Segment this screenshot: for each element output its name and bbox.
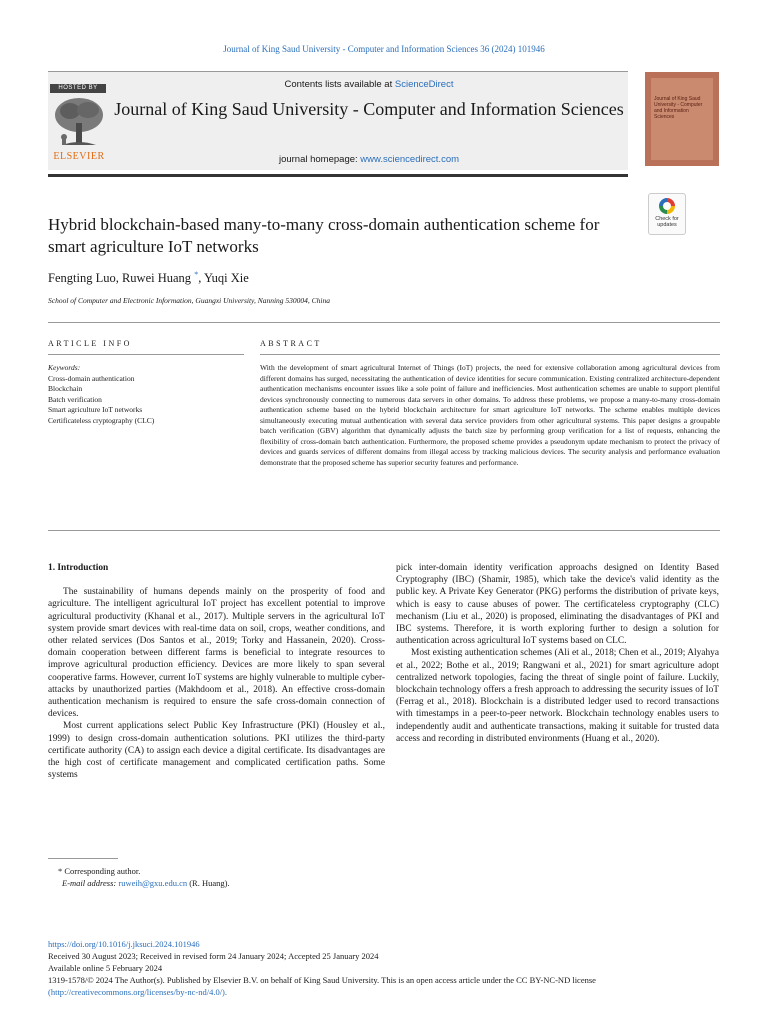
body-paragraph: The sustainability of humans depends mainly on the prosperity of food and agriculture. The intelligent agricultural IoT project has excellent potential to improve agricultural productivity (Khanal et al., 2017). Multiple servers in the agricultural IoT system provide smart devices with real-time data on soil, crops, weather conditions, and other related services (Dos Santos et al., 2019; Torky and Hassanein, 2020). Cross-domain cooperation between different farms is beneficial to integrate resources to improve agricultural production efficiency. Devices are more likely to span several cooperative farms. However, current IoT systems are highly vulnerable to multiple cyber-attacks by unauthorized parties (Makhdoom et al., 2018). An effective cross-domain authentication mechanism is required to ensure the safe cross-domain connection of devices.: [48, 587, 385, 720]
corresponding-author-note: * Corresponding author.: [58, 866, 141, 876]
article-info-rule: [48, 354, 244, 355]
author-list: Fengting Luo, Ruwei Huang *, Yuqi Xie: [48, 270, 249, 286]
contents-prefix: Contents lists available at: [284, 79, 395, 90]
keyword-item: Certificateless cryptography (CLC): [48, 415, 155, 425]
email-name: (R. Huang).: [189, 878, 230, 888]
journal-title: Journal of King Saud University - Computer and Information Sciences: [114, 99, 624, 119]
keyword-item: Blockchain: [48, 384, 83, 393]
body-paragraph: Most existing authentication schemes (Ali et al., 2018; Chen et al., 2019; Alyahya et al., 2022; Bothe et al., 2019; Rangwani et al., 2021) for smart agriculture adopt centralized network topologies, facing the threat of single point of failure. Luckily, blockchain technology offers a fresh approach to addressing the security issues of IoT (Ferrag et al., 2018). Blockchain is a distributed ledger used to record transactions with timestamps in a peer-to-peer network. Blockchain technology enables users to independently audit and authenticate transactions, making it suitable for trusted data access and recording in distributed environments (Huang et al., 2020).: [396, 648, 719, 744]
body-paragraph: Most current applications select Public Key Infrastructure (PKI) (Housley et al., 1999) to design cross-domain authentication solutions. PKI utilizes the third-party certificate authority (CA) to assign each device a digital certificate. Its disadvantages are the high cost of certificate management and complicated certification paths. Some systems: [48, 721, 385, 781]
email-link[interactable]: ruweih@gxu.edu.cn: [118, 878, 188, 888]
homepage-link[interactable]: www.sciencedirect.com: [360, 154, 460, 165]
journal-cover-image: [645, 72, 719, 166]
license-link[interactable]: (http://creativecommons.org/licenses/by-nc-nd/4.0/).: [48, 987, 228, 997]
abstract-heading: ABSTRACT: [260, 339, 322, 348]
corresponding-author-mark[interactable]: *: [194, 270, 199, 279]
elsevier-tree-icon: [52, 95, 106, 149]
contents-line: [110, 79, 628, 90]
homepage-prefix: journal homepage:: [278, 154, 361, 165]
keywords-label: Keywords:: [48, 363, 81, 372]
hosted-by-label: HOSTED BY: [50, 84, 106, 93]
body-paragraph: pick inter-domain identity verification approachs designed on Identity Based Cryptography (IBC) (Shamir, 1985), which take the device's valid identity as the public key. A Private Key Generator (PKG) performs the distribution of private keys, which is easy to cause abuses of power. The certificateless cryptography (CLC) mechanism (Liu et al., 2020) is proposed, eliminating the disadvantages of PKI and IBC systems. Therefore, it is worth exploring further to design a solution for authentication across agricultural IoT systems based on CLC.: [396, 563, 719, 647]
abstract-text: With the development of smart agricultural Internet of Things (IoT) projects, the need for extensive collaboration among agricultural devices from different domains has surged, necessitating the authentication of device identities for secure communication. Existing centralized architecture-dependent authentication mechanisms encounter issues like a sole point of failure and inefficiencies. Most authentication schemes are unable to support plentiful devices synchronously connecting to numerous data servers in other domains. To address these problems, we propose a many-to-many cross-domain authentication scheme based on the hybrid blockchain architecture for smart agriculture IoT networks. The scheme enables multiple devices simultaneously executing mutual authentication with several data service providers from other agricultural systems. This paper designs a groupable batch verification (GBV) algorithm that dynamically adjusts the batch size by performing group verification for a list of requests, enhancing the flexibility of cross-domain batch authentication. Furthermore, the proposed scheme provides a pseudonym update mechanism to protect the privacy of devices and guards services of different domains from illegal access by tracking malicious devices. The security analysis and performance evaluation demonstrate that the proposed scheme has superior security features and performance.: [260, 363, 720, 467]
footnote-rule: [48, 858, 118, 859]
check-updates-icon: [659, 198, 675, 214]
received-dates: Received 30 August 2023; Received in revised form 24 January 2024; Accepted 25 January 2024: [48, 951, 379, 961]
author-name[interactable]: Ruwei Huang: [121, 271, 192, 286]
sciencedirect-link[interactable]: ScienceDirect: [394, 79, 454, 90]
affiliation: School of Computer and Electronic Information, Guangxi University, Nanning 530004, China: [48, 296, 330, 305]
paper-title: Hybrid blockchain-based many-to-many cross-domain authentication scheme for smart agriculture IoT networks: [48, 215, 600, 256]
keywords-block: [48, 363, 244, 426]
keyword-item: Batch verification: [48, 394, 102, 404]
license-text: 1319-1578/© 2024 The Author(s). Published by Elsevier B.V. on behalf of King Saud University. This is an open access article under the CC BY-NC-ND license: [48, 975, 596, 985]
section-divider: [48, 530, 720, 531]
available-online: Available online 5 February 2024: [48, 963, 163, 973]
email-note: [48, 877, 720, 889]
body-column-left: [48, 562, 385, 781]
publisher-name: ELSEVIER: [53, 151, 105, 162]
doi-link[interactable]: https://doi.org/10.1016/j.jksuci.2024.101946: [48, 939, 200, 949]
keyword-item: Smart agriculture IoT networks: [48, 405, 143, 414]
section-heading: 1. Introduction: [48, 563, 109, 573]
abstract-rule: [260, 354, 720, 355]
check-updates-label: Check for updates: [655, 216, 679, 228]
homepage-line: [110, 154, 628, 165]
running-head[interactable]: Journal of King Saud University - Computer and Information Sciences 36 (2024) 101946: [223, 44, 545, 54]
footnotes: [48, 865, 720, 889]
article-history: [48, 938, 720, 998]
article-info-heading: ARTICLE INFO: [48, 339, 132, 348]
email-label: E-mail address:: [62, 878, 117, 888]
body-column-right: [396, 562, 719, 745]
cover-title: Journal of King Saud University - Computer and Information Sciences: [654, 96, 703, 120]
keyword-item: Cross-domain authentication: [48, 373, 135, 383]
elsevier-logo: [48, 84, 110, 164]
check-for-updates-badge[interactable]: [648, 193, 686, 235]
section-divider: [48, 322, 720, 323]
author-name[interactable]: Yuqi Xie: [203, 271, 249, 286]
header-rule-bottom: [48, 174, 628, 177]
author-name[interactable]: Fengting Luo: [48, 271, 116, 286]
